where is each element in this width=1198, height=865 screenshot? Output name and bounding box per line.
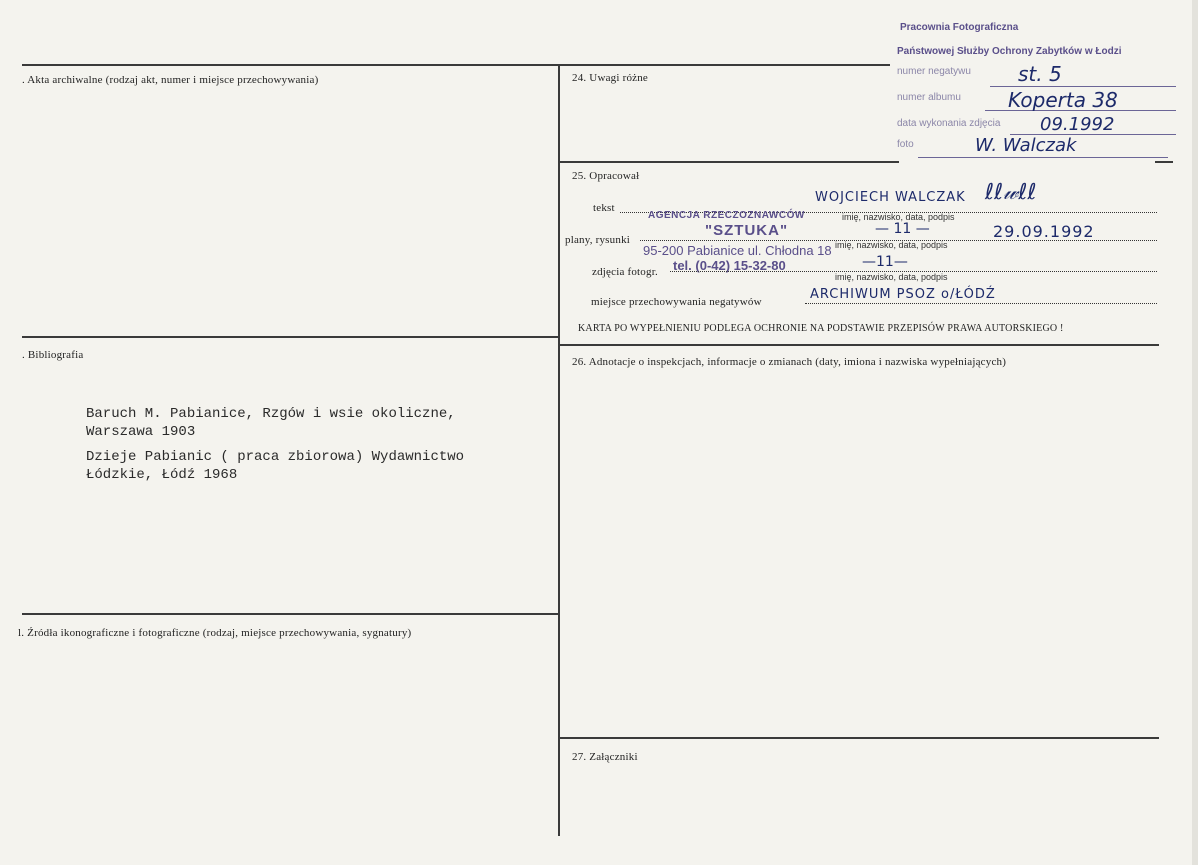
photo-stamp-foto-label: foto: [897, 139, 914, 150]
scan-edge: [1192, 0, 1198, 865]
right-rule-uwagi: [559, 161, 899, 163]
bibliography-entry-2-line2: Łódzkie, Łódź 1968: [86, 467, 238, 483]
photo-stamp-numer-label: numer negatywu: [897, 66, 971, 77]
right-rule-zalaczniki: [559, 737, 1159, 739]
negatywy-value: ARCHIWUM PSOZ o/ŁÓDŹ: [810, 287, 996, 302]
agency-stamp-line3: 95-200 Pabianice ul. Chłodna 18: [643, 243, 832, 258]
zdjecia-label: zdjęcia fotogr.: [592, 266, 658, 278]
agency-stamp-line4: tel. (0-42) 15-32-80: [673, 258, 786, 273]
bibliography-entry-1-line1: Baruch M. Pabianice, Rzgów i wsie okoliczne,: [86, 406, 456, 422]
copyright-notice: KARTA PO WYPEŁNIENIU PODLEGA OCHRONIE NA PODSTAWIE PRZEPISÓW PRAWA AUTORSKIEGO !: [578, 323, 1064, 334]
left-rule-2: [22, 613, 559, 615]
negatywy-label: miejsce przechowywania negatywów: [591, 296, 762, 308]
tekst-value: WOJCIECH WALCZAK: [815, 190, 966, 205]
center-divider: [558, 64, 560, 836]
agency-stamp-line2: "SZTUKA": [705, 222, 789, 239]
right-rule-uwagi-end: [1155, 161, 1173, 163]
zdjecia-value: —11—: [862, 254, 908, 270]
photo-stamp-foto-value: W. Walczak: [975, 135, 1077, 156]
photo-stamp-data-label: data wykonania zdjęcia: [897, 118, 1001, 129]
plany-hint: imię, nazwisko, data, podpis: [835, 240, 948, 250]
plany-value: — 11 —: [875, 221, 930, 237]
plany-date: 29.09.1992: [993, 222, 1095, 241]
tekst-hint: imię, nazwisko, data, podpis: [842, 212, 955, 222]
negatywy-dotted-line: [805, 303, 1157, 304]
bibliography-entry-1-line2: Warszawa 1903: [86, 424, 196, 440]
photo-stamp-line1: Pracownia Fotograficzna: [900, 22, 1019, 33]
photo-stamp-album-label: numer albumu: [897, 92, 961, 103]
tekst-signature: ℓℓ𝓌ℓℓ: [985, 180, 1037, 205]
top-rule: [22, 64, 890, 66]
zrodla-label: l. Źródła ikonograficzne i fotograficzne (rodzaj, miejsce przechowywania, sygnatury): [18, 627, 412, 639]
photo-stamp-data-value: 09.1992: [1040, 114, 1115, 135]
uwagi-label: 24. Uwagi różne: [572, 72, 649, 84]
plany-label: plany, rysunki: [565, 234, 631, 246]
bibliografia-label: . Bibliografia: [22, 349, 84, 361]
akta-label: . Akta archiwalne (rodzaj akt, numer i miejsce przechowywania): [22, 74, 319, 86]
tekst-label: tekst: [593, 202, 615, 214]
zalaczniki-label: 27. Załączniki: [572, 751, 638, 763]
zdjecia-hint: imię, nazwisko, data, podpis: [835, 272, 948, 282]
adnotacje-label: 26. Adnotacje o inspekcjach, informacje o zmianach (daty, imiona i nazwiska wypełniających): [572, 356, 1007, 368]
photo-stamp-line2: Państwowej Służby Ochrony Zabytków w Łodzi: [897, 46, 1122, 57]
agency-stamp-line1: AGENCJA RZECZOZNAWCÓW: [648, 210, 805, 221]
left-rule-1: [22, 336, 559, 338]
photo-stamp-numer-value: st. 5: [1018, 62, 1062, 86]
right-rule-opracowal: [559, 344, 1159, 346]
opracowal-label: 25. Opracował: [572, 170, 640, 182]
photo-stamp-foto-line: [918, 157, 1168, 158]
bibliography-entry-2-line1: Dzieje Pabianic ( praca zbiorowa) Wydawnictwo: [86, 449, 465, 465]
photo-stamp-numer-line: [990, 86, 1176, 87]
photo-stamp-album-value: Koperta 38: [1008, 88, 1118, 112]
